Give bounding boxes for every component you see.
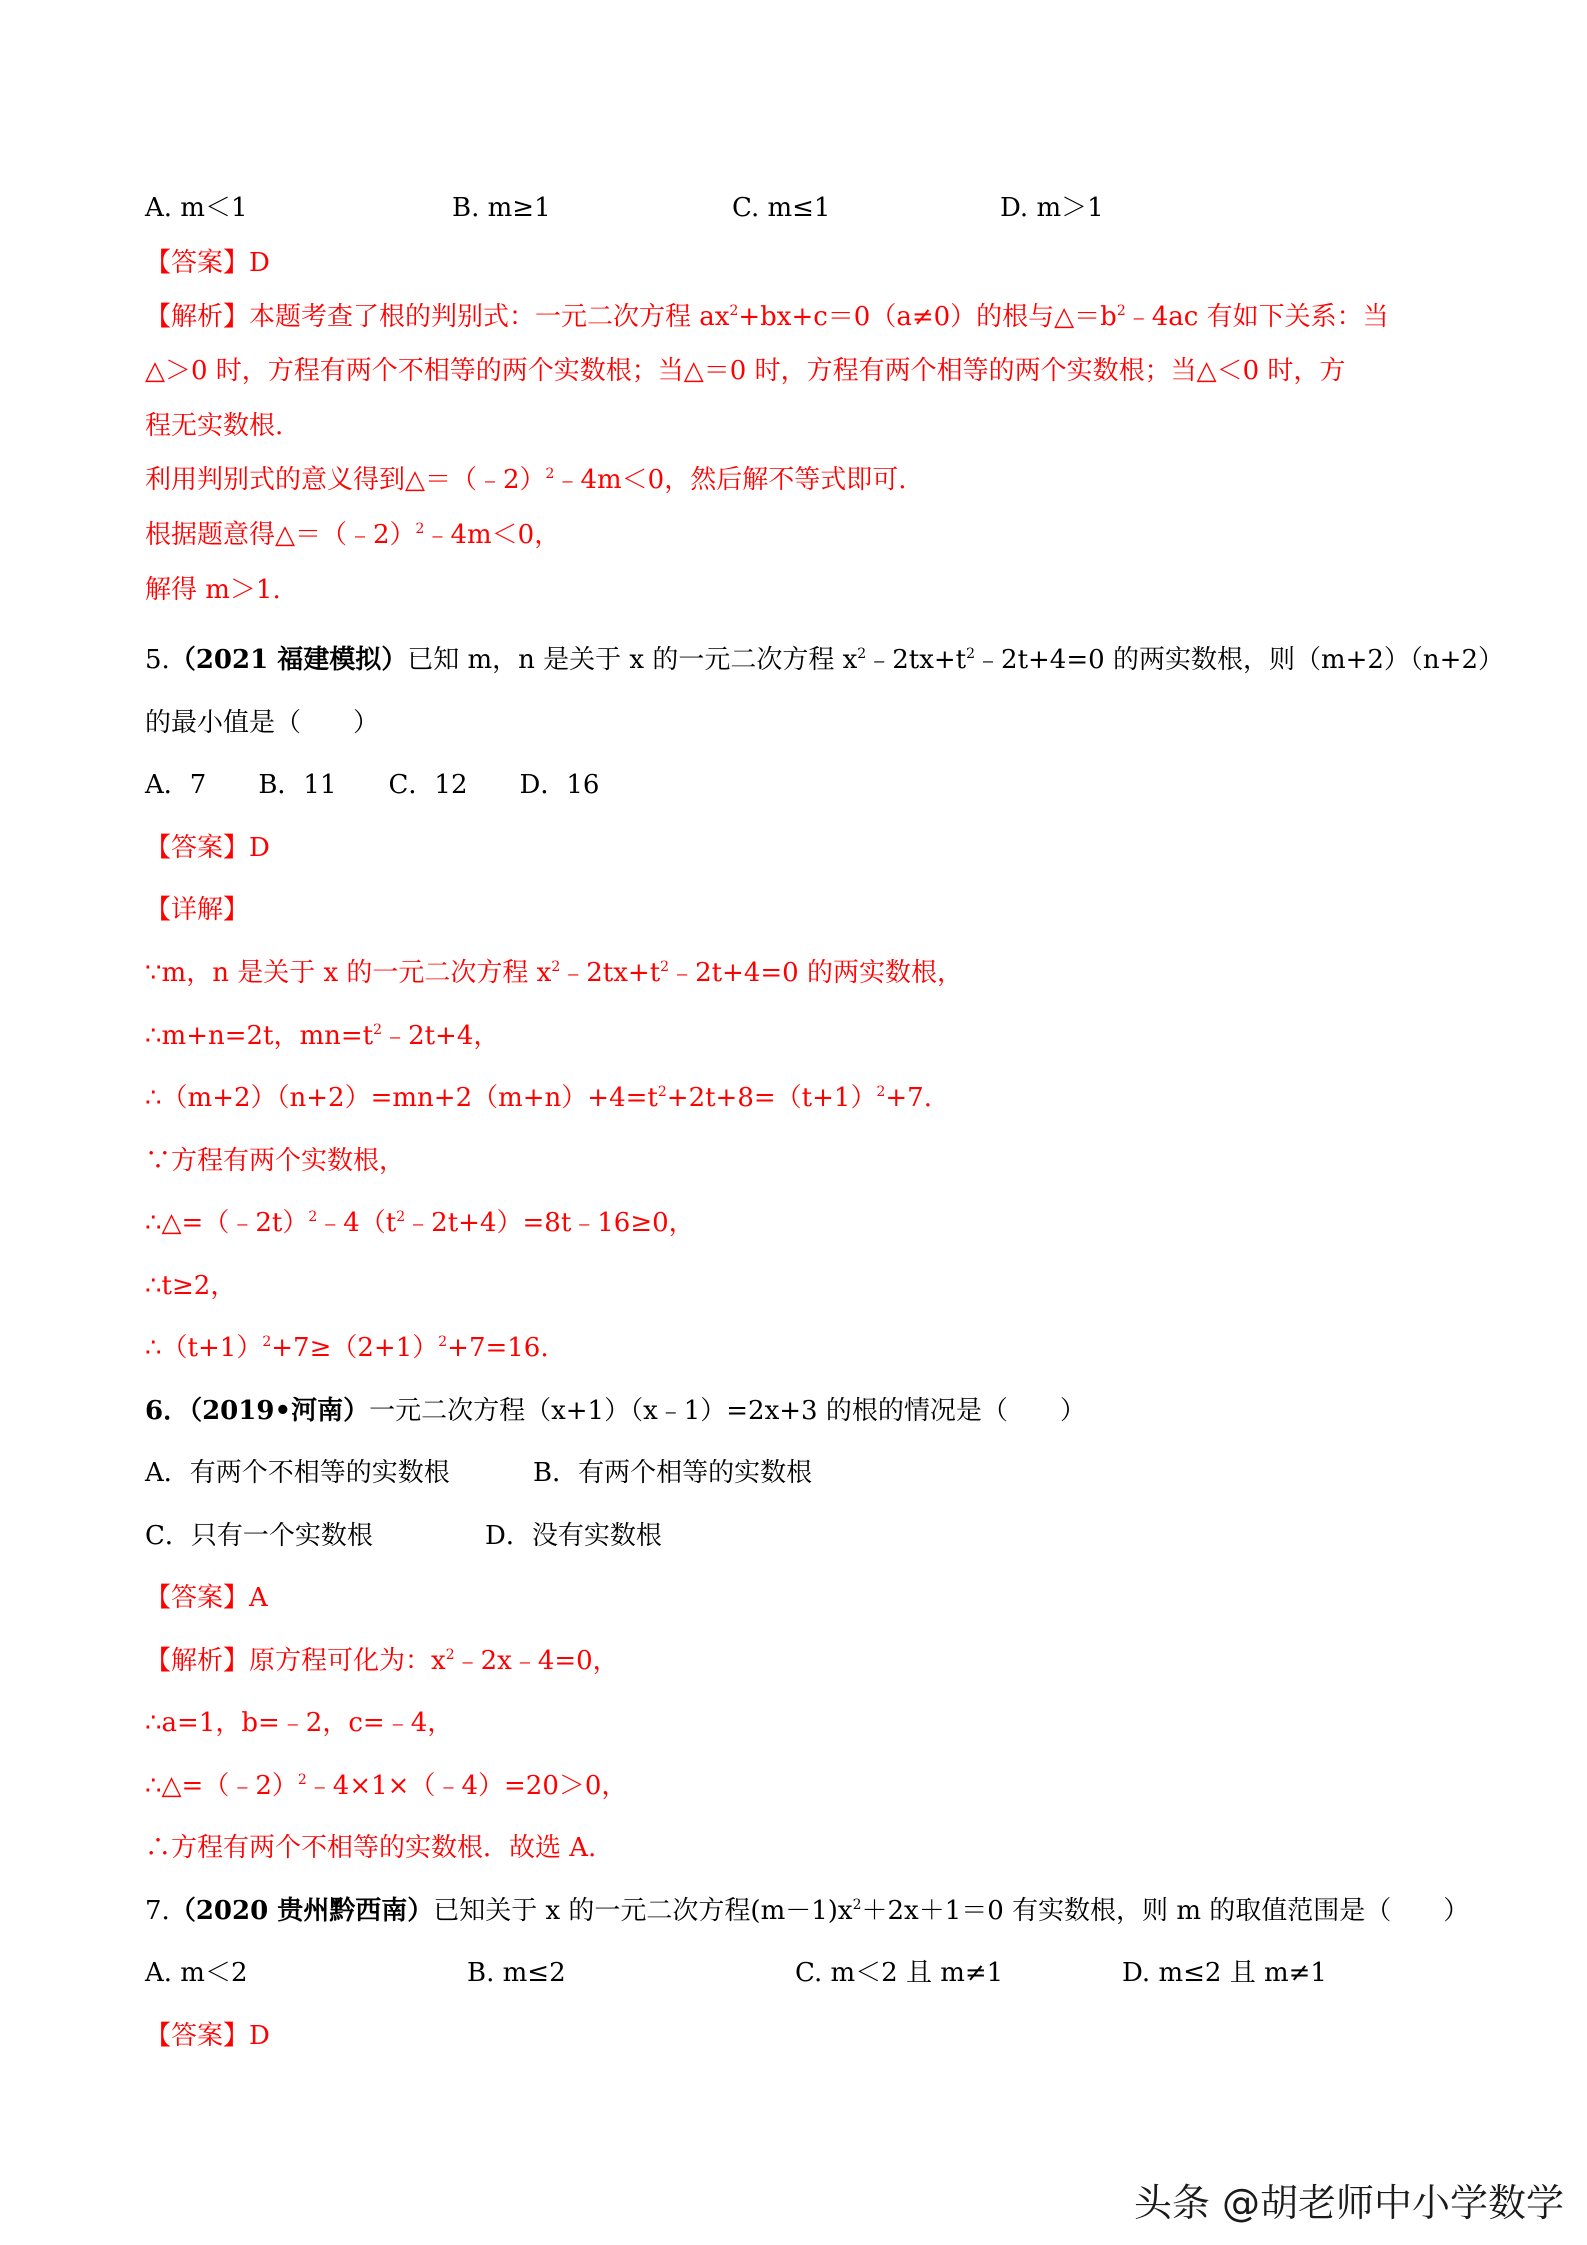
q5-detail-line-4: ∵方程有两个实数根， [145, 1146, 406, 1176]
q4-analysis-line-3: 程无实数根. [145, 411, 284, 441]
q4-analysis-line-5: 根据题意得△＝（﹣2）$^2$﹣4m＜0， [145, 520, 561, 550]
q5-source: （2021 福建模拟） [169, 645, 408, 675]
q4-option-d: D. m＞1 [1000, 193, 1104, 223]
q6-source: （2019•河南） [189, 1396, 370, 1426]
q6-option-d: D．没有实数根 [485, 1521, 662, 1551]
q4-analysis-line-4: 利用判别式的意义得到△＝（﹣2）$^2$﹣4m＜0，然后解不等式即可. [145, 465, 907, 495]
q7-option-b: B. m≤2 [467, 1958, 566, 1988]
q7-option-a: A. m＜2 [145, 1958, 248, 1988]
q5-stem-line-1: 5.（2021 福建模拟）已知 m，n 是关于 x 的一元二次方程 $x^2﹣2tx+t^2﹣2t+4=0$ 的两实数根，则（m+2）（n+2） [145, 645, 1504, 675]
q6-analysis-line-2: ∴a=1，b=﹣2，c=﹣4， [145, 1708, 454, 1738]
q4-option-b: B. m≥1 [452, 193, 551, 223]
watermark: 头条 @胡老师中小学数学 [1133, 2181, 1564, 2225]
q5-detail-line-5: $\therefore\triangle=(﹣2t)^2﹣4(t^2﹣2t+4)=8t﹣16\ge 0$， [145, 1208, 695, 1238]
q6-answer: 【答案】A [145, 1583, 268, 1613]
q7-answer: 【答案】D [145, 2021, 270, 2051]
q6-analysis-line-3: ∴△=（﹣2）$^2$﹣4×1×（﹣4）=20＞0， [145, 1771, 628, 1801]
q4-answer: 【答案】D [145, 248, 270, 278]
q6-stem: 6．（2019•河南）一元二次方程（x+1）（x﹣1）=2x+3 的根的情况是（ ） [145, 1396, 1086, 1426]
q5-answer: 【答案】D [145, 833, 270, 863]
q5-detail-line-1: ∵m，n 是关于 x 的一元二次方程 $x^2﹣2tx+t^2﹣2t+4=0$ 的两实数根， [145, 958, 963, 988]
q6-analysis-line-4: ∴方程有两个不相等的实数根．故选 A. [145, 1833, 597, 1863]
q5-options: A．7 B．11 C．12 D．16 [145, 770, 600, 800]
q6-analysis-line-1: 【解析】原方程可化为：$x^2﹣2x﹣4=0$， [145, 1646, 619, 1676]
q4-analysis-line-6: 解得 m＞1. [145, 575, 281, 605]
q5-detail-line-2: ∴m+n=2t，$mn=t^2﹣2t+4$， [145, 1021, 500, 1051]
q7-option-d: D. m≤2 且 m≠1 [1122, 1958, 1327, 1988]
q7-stem: 7.（2020 贵州黔西南）已知关于 x 的一元二次方程$(m-1)x^2+2x+1=0$ 有实数根，则 m 的取值范围是（ ） [145, 1896, 1470, 1926]
q5-detail-line-7: $\therefore(t+1)^2+7\ge(2+1)^2+7=16$. [145, 1333, 549, 1363]
q4-analysis-line-1: 【解析】本题考查了根的判别式：一元二次方程 $ax^2+bx+c=0(a\ne 0)$的根与$\triangle=b^2﹣4ac$ 有如下关系：当 [145, 302, 1389, 332]
q6-option-c: C．只有一个实数根 [145, 1521, 373, 1551]
q4-option-a: A. m＜1 [145, 193, 248, 223]
q4-analysis-line-2: △＞0 时，方程有两个不相等的两个实数根；当△＝0 时，方程有两个相等的两个实数根；当△＜0 时，方 [145, 356, 1346, 386]
q7-option-c: C. m＜2 且 m≠1 [795, 1958, 1004, 1988]
q6-option-a: A．有两个不相等的实数根 [145, 1458, 450, 1488]
q7-source: （2020 贵州黔西南） [169, 1896, 434, 1926]
q5-detail-label: 【详解】 [145, 895, 250, 925]
q6-option-b: B．有两个相等的实数根 [533, 1458, 813, 1488]
q5-detail-line-3: $\therefore(m+2)(n+2)=mn+2(m+n)+4=t^2+2t+8=(t+1)^2+7$. [145, 1083, 932, 1113]
q5-detail-line-6: ∴t≥2， [145, 1271, 237, 1301]
q5-stem-line-2: 的最小值是（ ） [145, 708, 380, 738]
q4-option-c: C. m≤1 [732, 193, 831, 223]
